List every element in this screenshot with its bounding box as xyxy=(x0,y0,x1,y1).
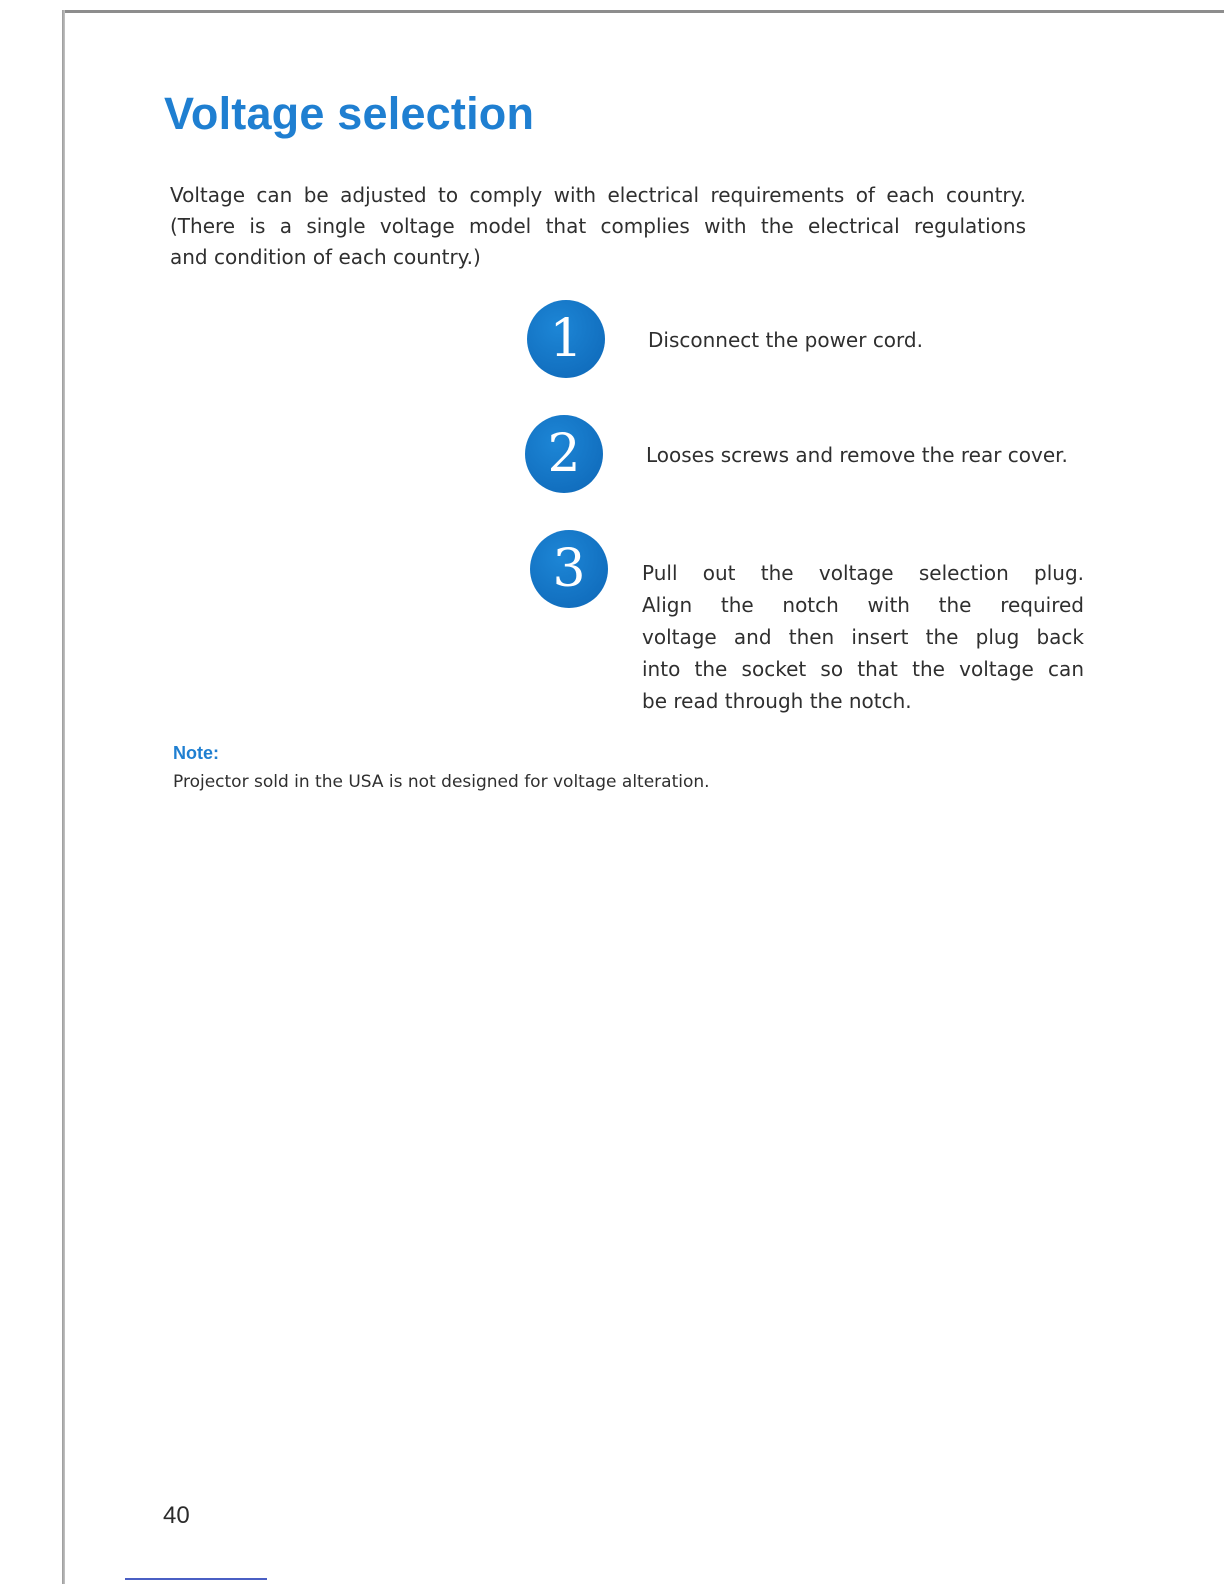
intro-paragraph xyxy=(170,180,1026,273)
step-3-text xyxy=(642,557,1084,717)
step-3-line: be read through the notch. xyxy=(642,689,912,713)
step-3-line: Pull out the voltage selection plug. xyxy=(642,561,1084,585)
footer-rule xyxy=(125,1578,267,1580)
step-3-line: Align the notch with the required xyxy=(642,593,1084,617)
intro-line: and condition of each country.) xyxy=(170,245,481,269)
page-number: 40 xyxy=(163,1502,190,1529)
page-title: Voltage selection xyxy=(164,88,535,139)
step-1-badge: 1 xyxy=(527,300,605,378)
step-2-badge: 2 xyxy=(525,415,603,493)
intro-line: (There is a single voltage model that complies with the electrical regulations xyxy=(170,214,1026,238)
step-3-badge: 3 xyxy=(530,530,608,608)
intro-line: Voltage can be adjusted to comply with electrical requirements of each country. xyxy=(170,183,1026,207)
step-3-line: voltage and then insert the plug back xyxy=(642,625,1084,649)
page-border-left xyxy=(62,10,65,1584)
note-label: Note: xyxy=(173,743,219,763)
note-text: Projector sold in the USA is not designed for voltage alteration. xyxy=(173,772,710,792)
step-2-text: Looses screws and remove the rear cover. xyxy=(646,443,1068,467)
page-border-top xyxy=(62,10,1224,13)
step-3-line: into the socket so that the voltage can xyxy=(642,657,1084,681)
step-1-text: Disconnect the power cord. xyxy=(648,328,923,352)
